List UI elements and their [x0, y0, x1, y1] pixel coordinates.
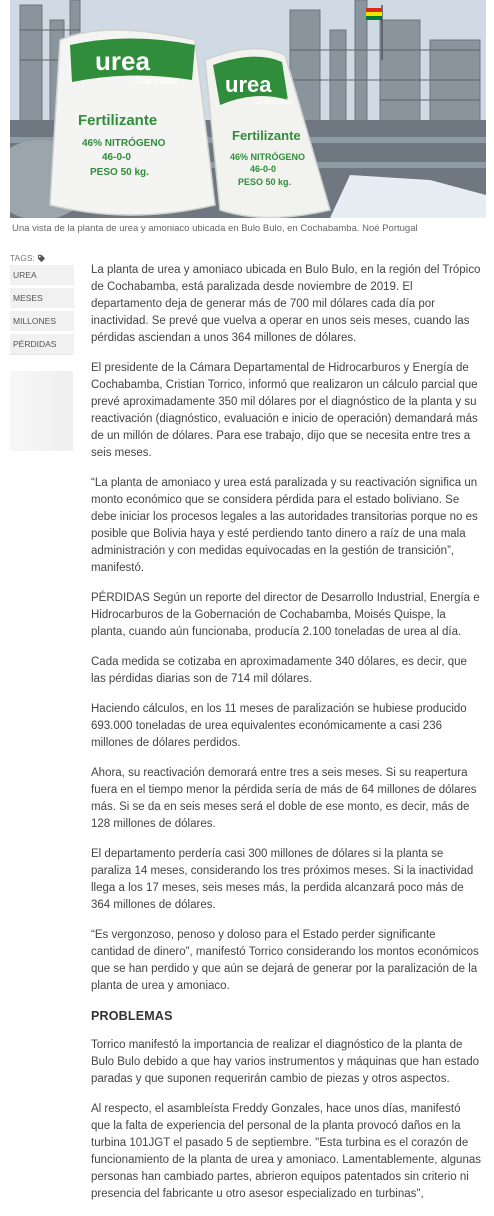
tags-divider	[10, 354, 73, 355]
hero-photo	[10, 0, 486, 218]
tag-millones[interactable]: MILLONES	[10, 311, 74, 331]
paragraph-8: El departamento perdería casi 300 millones de dólares si la planta se paraliza 14 meses, considerando los tres próximos meses. Si la inactividad llega a los 17 meses, seis meses más, la perdida alcanzará poco más de 364 millones de dólares.	[91, 848, 474, 911]
tags-label: TAGS:	[10, 253, 35, 263]
svg-text:Granulada: Granulada	[255, 97, 293, 106]
tags-label-row	[10, 253, 74, 263]
tag-meses[interactable]: MESES	[10, 288, 74, 308]
sidebar-placeholder	[10, 371, 73, 451]
svg-text:Fertilizante: Fertilizante	[232, 128, 301, 143]
svg-text:urea: urea	[95, 46, 150, 76]
paragraph-5: Cada medida se cotizaba en aproximadamente 340 dólares, es decir, que las pérdidas diarias son de 714 mil dólares.	[91, 656, 467, 685]
plant-illustration	[10, 0, 486, 218]
svg-text:Fertilizante: Fertilizante	[78, 112, 158, 129]
svg-text:46-0-0: 46-0-0	[250, 164, 277, 174]
svg-text:46% NITRÓGENO: 46% NITRÓGENO	[82, 138, 166, 149]
svg-text:PESO 50 kg.: PESO 50 kg.	[238, 177, 292, 187]
photo-caption: Una vista de la planta de urea y amoniaco ubicada en Bulo Bulo, en Cochabamba. Noé Portugal	[12, 223, 418, 234]
paragraph-10: Torrico manifestó la importancia de realizar el diagnóstico de la planta de Bulo Bulo debido a que hay varios instrumentos y máquinas que han estado paradas y que suponen requerirán cambio de piezas y otros aspectos.	[91, 1039, 480, 1085]
article-body	[91, 262, 481, 1216]
section-heading-problemas: PROBLEMAS	[91, 1009, 173, 1023]
svg-text:PESO 50 kg.: PESO 50 kg.	[90, 167, 149, 178]
paragraph-3: “La planta de amoniaco y urea está paralizada y su reactivación significa un monto económico que se considera pérdida para el estado boliviano. Se debe iniciar los procesos legales a las autoridades transitorias porque no es posible que Bolivia haya y esté perdiendo tanto dinero a raíz de una mala administración y con medidas equivocadas en la gestión de transición”, manifestó.	[91, 477, 478, 574]
paragraph-2: El presidente de la Cámara Departamental de Hidrocarburos y Energía de Cochabamba, Cristian Torrico, informó que realizaron un cálculo parcial que prevé aproximadamente 350 mil dólares por el diagnóstico de la planta y su reactivación (diagnóstico, evaluación e inicio de operación) demandará más de un millón de dólares. Para ese trabajo, dijo que se necesita entre tres a seis meses.	[91, 362, 478, 459]
paragraph-11: Al respecto, el asambleísta Freddy Gonzales, hace unos días, manifestó que la falta de experiencia del personal de la planta provocó daños en la turbina 101JGT el pasado 5 de septiembre. "Esta turbina es el corazón de funcionamiento de la planta de urea y amoniaco. Lamentablemente, algunas personas han cambiado partes, abrieron equipos patentados sin criterio ni presencia del fabricante u otro asesor especializado en turbinas",	[91, 1103, 481, 1200]
tag-perdidas[interactable]: PÉRDIDAS	[10, 334, 74, 354]
tags-sidebar	[10, 253, 74, 357]
svg-text:Granulada: Granulada	[135, 76, 178, 86]
paragraph-9: “Es vergonzoso, penoso y doloso para el Estado perder significante cantidad de dinero”, manifestó Torrico considerando los montos económicos que se han perdido y que aún se dejará de generar por la paralización de la planta de urea y amoniaco.	[91, 929, 479, 992]
tag-icon	[37, 254, 46, 263]
svg-text:46% NITRÓGENO: 46% NITRÓGENO	[230, 152, 306, 162]
svg-text:46-0-0: 46-0-0	[102, 152, 131, 163]
paragraph-4: PÉRDIDAS Según un reporte del director de Desarrollo Industrial, Energía e Hidrocarburos de la Gobernación de Cochabamba, Moisés Quispe, la planta, cuando aún funcionaba, producía 2.100 toneladas de urea al día.	[91, 592, 480, 638]
paragraph-6: Haciendo cálculos, en los 11 meses de paralización se hubiese producido 693.000 toneladas de urea equivalentes económicamente a casi 236 millones de dólares perdidos.	[91, 703, 467, 749]
paragraph-1: La planta de urea y amoniaco ubicada en Bulo Bulo, en la región del Trópico de Cochabamba, está paralizada desde noviembre de 2019. El departamento deja de generar más de 700 mil dólares cada día por inactividad. Se prevé que vuelva a operar en unos seis meses, cuando las pérdidas asciendan a unos 364 millones de dólares.	[91, 264, 481, 344]
paragraph-7: Ahora, su reactivación demorará entre tres a seis meses. Si su reapertura fuera en el tiempo menor la pérdida sería de más de 64 millones de dólares más. Si se da en seis meses será el doble de ese monto, es decir, más de 128 millones de dólares.	[91, 767, 477, 830]
svg-text:urea: urea	[225, 72, 272, 97]
tag-urea[interactable]: UREA	[10, 265, 74, 285]
